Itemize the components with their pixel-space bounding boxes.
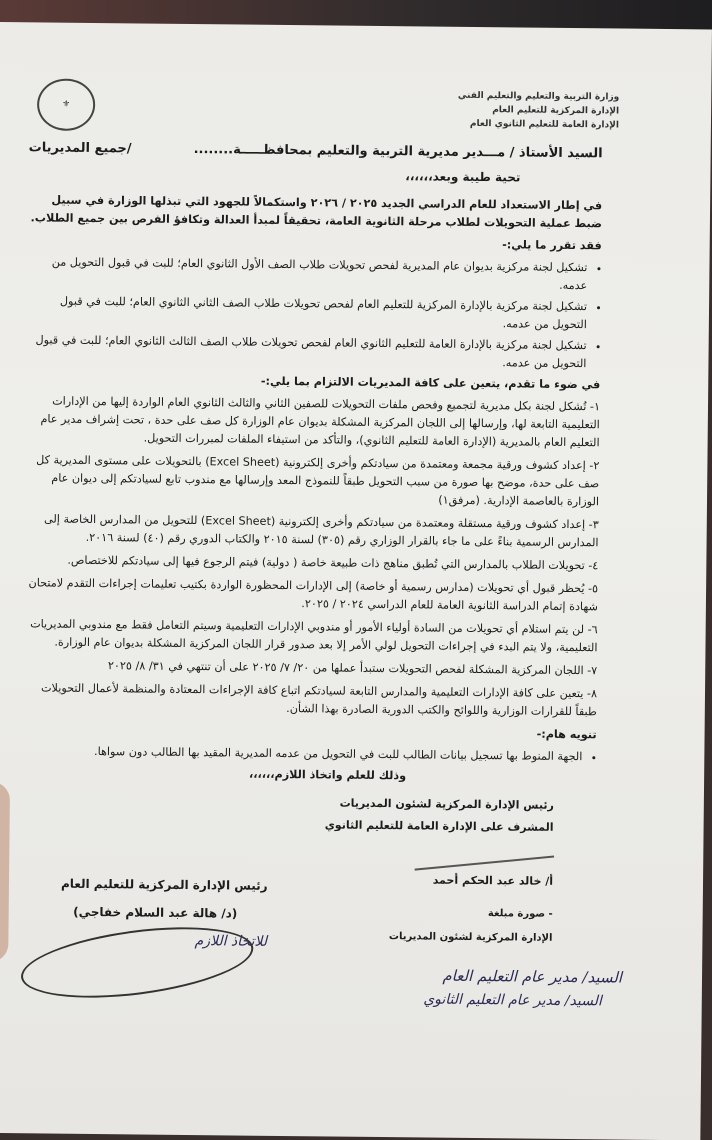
signature-left [20, 789, 268, 956]
letterhead [458, 89, 620, 133]
ministry-logo-icon: ⚜ [37, 78, 96, 131]
letter-body [22, 191, 670, 788]
handwritten-note: السيد/ مدير عام التعليم الثانوي [423, 991, 602, 1010]
signatory-name: أ/ خالد عبد الحكم أحمد [432, 873, 554, 888]
signature-right [323, 792, 554, 958]
numbered-item: ٨- يتعين على كافة الإدارات التعليمية والمدارس التابعة لسيادتكم اتباع كافة الإجراءات المعتادة والمنظمة لأعمال التحويلات طبقاً للقرارات الوزارية واللوائح والكتب الدورية الصادرة بهذا الشأن. [40, 681, 598, 719]
letterhead-line: الإدارة المركزية للتعليم العام [492, 105, 620, 117]
intro-paragraph: في إطار الاستعداد للعام الدراسي الجديد ٢٠٢٥ / ٢٠٢٦ واستكمالاً للجهود التي تبذلها الوزارة في سبيل ضبط عملية التحويلات لطلاب مرحلة الثانوية العامة، تحقيقاً لمبدأ العدالة وتكافؤ الفرص بين جميع الطلاب. [30, 193, 603, 231]
notice-label: تنويه هام:- [536, 727, 597, 742]
signatory-title: رئيس الإدارة المركزية لشئون المديريات [339, 796, 554, 812]
closing: وذلك للعلم واتخاذ اللازم،،،،،، [248, 767, 407, 783]
numbered-item: ٤- تحويلات الطلاب بالمدارس التي تُطبق مناهج ذات طبيعة خاصة ( دولية) فيتم الرجوع فيها إلى سيادتكم للاختصاص. [67, 553, 599, 573]
numbered-item: ٧- اللجان المركزية المشكلة لفحص التحويلات ستبدأ عملها من ٢٠/ ٧/ ٢٠٢٥ على أن تنتهي في ٣١/ ٨/ ٢٠٢٥ [107, 659, 598, 678]
numbered-item: ٥- يُحظر قبول أي تحويلات (مدارس رسمية أو خاصة) إلى الإدارات المحظورة الواردة بكتيب تعليمات إجراءات التقدم لامتحان شهادة إتمام الدراسة الثانوية العامة للعام الدراسي ٢٠٢٤ / ٢٠٢٥. [28, 576, 599, 614]
decisions-list [26, 253, 601, 373]
handwritten-note: للاتخاذ اللازم [194, 933, 268, 950]
numbered-item: ٦- لن يتم استلام أي تحويلات من السادة أولياء الأمور أو مندوبي الإدارات التعليمية وسيتم التعامل فقط مع مندوبي المديريات التعليمية، ولا يتم البدء في إجراءات التحويل لولي الأمر إلا بعد صدور قرار اللجان المركزية المشكلة بديوان عام الوزارة. [30, 617, 598, 655]
obligation-label: في ضوء ما تقدم، يتعين على كافة المديريات الالتزام بما يلي:- [260, 374, 601, 392]
greeting: تحية طيبة وبعد،،،،،، [405, 169, 521, 185]
signatory-title: رئيس الإدارة المركزية للتعليم العام [60, 876, 268, 893]
decision-item: • تشكيل لجنة مركزية بديوان عام المديرية لفحص تحويلات طلاب الصف الأول الثانوي العام؛ للبت في قبول التحويل من عدمه. [27, 253, 587, 295]
addressee [29, 140, 671, 162]
document-page [0, 22, 712, 1140]
numbered-item: ٣- إعداد كشوف ورقية مستقلة ومعتمدة من سيادتكم وأخرى إلكترونية (Excel Sheet) للتحويل من المدارس الخاصة إلى المدارس الرسمية بناءً على ما جاء بالقرار الوزاري رقم (٣٠٥) لسنة ٢٠١٥ والكتاب الدوري رقم (٤٠) لسنة ٢٠١٦. [44, 512, 599, 550]
letter-flow [20, 140, 671, 1014]
carbon-copy [323, 900, 552, 950]
numbered-item: ١- تُشكل لجنة بكل مديرية لتجميع وفحص ملفات التحويلات للصفين الثاني والثالث الثانوي العام الواردة إليها من الإدارات التعليمية التابعة لها، وإرسالها إلى اللجان المركزية المشكلة بديوان عام الوزارة كل صف على حدة ، تحت إشراف مدير عام التعليم العام بالمديرية (الإدارة العامة للتعليم الثانوي)، والتأكد من استيفاء الملفات لمبررات التحويل. [40, 394, 601, 450]
decided-label: فقد تقرر ما يلي:- [502, 238, 602, 253]
signatures-area [20, 789, 664, 960]
handwritten-note: السيد/ مدير عام التعليم العام [442, 966, 623, 987]
handwritten-signature [413, 834, 555, 871]
cc-recipient: الإدارة المركزية لشئون المديريات [388, 931, 553, 944]
letterhead-line: الإدارة العامة للتعليم الثانوي العام [469, 118, 620, 131]
signatory-name: (د/ هالة عبد السلام خفاجي) [73, 904, 238, 921]
letterhead-line: وزارة التربية والتعليم والتعليم الفني [457, 90, 620, 103]
numbered-item: ٢- إعداد كشوف ورقية مجمعة ومعتمدة من سيادتكم وأخرى إلكترونية (Excel Sheet) بالتحويلات على مستوى المديرية كل صف على حدة، موضح بها صورة من سبب التحويل طبقاً للنموذج المعد وإرسالها مع مندوب تابع لسيادتكم إلى ديوان عام الوزارة بالعاصمة الإدارية. (مرفق١) [36, 453, 600, 509]
addressee-tail: /جميع المديريات [28, 140, 132, 157]
cc-label: - صورة مبلغة [487, 908, 553, 920]
decision-item: • تشكيل لجنة مركزية بالإدارة المركزية للتعليم العام لفحص تحويلات طلاب الصف الثاني الثانوي العام؛ للبت في قبول التحويل من عدمه. [27, 292, 587, 334]
addressee-text: السيد الأستاذ / مـــدير مديرية التربية والتعليم بمحافظـــــة........ [193, 142, 603, 162]
notice-item: • الجهة المنوط بها تسجيل بيانات الطالب للبت في التحويل من عدمه المديرية المقيد بها الطالب دون سواها. [22, 742, 582, 766]
thumb-in-photo [0, 782, 10, 962]
signatory-title: المشرف على الإدارة العامة للتعليم الثانوي [324, 818, 554, 834]
decision-item: • تشكيل لجنة مركزية بالإدارة العامة للتعليم الثانوي العام لفحص تحويلات طلاب الصف الثالث الثانوي العام؛ للبت في قبول التحويل من عدمه. [26, 331, 586, 373]
